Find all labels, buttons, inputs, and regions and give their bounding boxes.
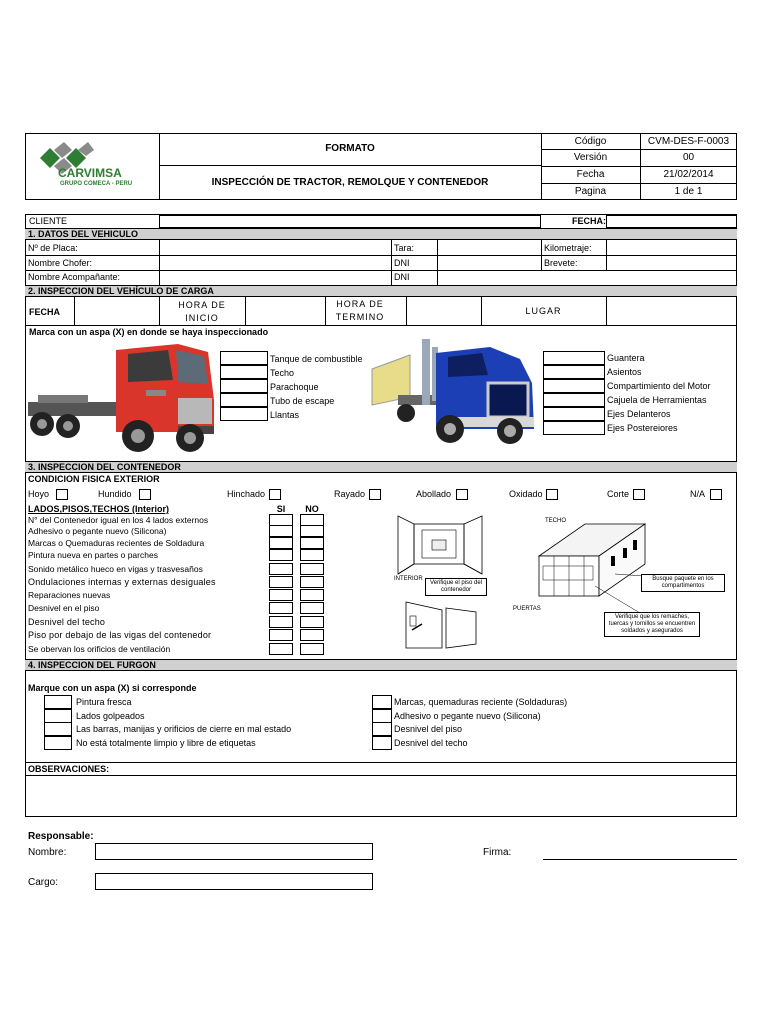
container-check-label: Marcas o Quemaduras recientes de Soldadura [28,538,205,548]
vehicle-instruction: Marca con un aspa (X) en donde se haya inspeccionado [29,327,269,337]
exterior-condition-checkbox[interactable] [139,489,151,500]
container-yes-checkbox[interactable] [269,589,293,601]
exterior-condition-checkbox[interactable] [633,489,645,500]
name-label: Nombre: [28,847,67,858]
exterior-condition-label: Rayado [334,489,366,499]
client-date-field[interactable] [606,215,737,228]
client-label: CLIENTE [29,216,68,226]
tractor-truck-image [28,340,218,458]
section-4-header: 4. INSPECCION DEL FURGON [25,659,737,671]
vehicle-left-check-label: Tanque de combustible [270,354,363,364]
search-package-note: Busque paquete en los compartimentos [641,574,725,592]
section-2-header: 2. INSPECCION DEL VEHÍCULO DE CARGA [25,285,737,297]
no-column-label: NO [305,504,319,514]
container-yes-checkbox[interactable] [269,602,293,614]
companion-label: Nombre Acompañante: [28,272,121,282]
container-yes-checkbox[interactable] [269,643,293,655]
container-no-checkbox[interactable] [300,576,324,588]
interior-label: INTERIOR [394,576,423,582]
container-yes-checkbox[interactable] [269,576,293,588]
container-yes-checkbox[interactable] [269,525,293,537]
start-time-label-2: INICIO [185,313,219,323]
van-left-label: Las barras, manijas y orificios de cierre en mal estado [76,724,292,734]
van-instruction: Marque con un aspa (X) si corresponde [28,683,197,693]
responsible-label: Responsable: [28,831,94,842]
driver-label: Nombre Chofer: [28,258,93,268]
meta-code-label: Código [574,136,607,147]
logo-subtext: GRUPO COMECA - PERU [60,181,133,187]
van-right-checkbox[interactable] [372,722,392,736]
van-left-label: Pintura fresca [76,697,132,707]
container-no-checkbox[interactable] [300,602,324,614]
start-time-label-1: HORA DE [178,300,226,310]
van-right-checkbox[interactable] [372,709,392,723]
observations-label: OBSERVACIONES: [28,764,110,774]
exterior-condition-checkbox[interactable] [269,489,281,500]
place-label: LUGAR [525,306,562,316]
vehicle-left-check-box[interactable] [220,379,268,393]
plate-label: Nº de Placa: [28,243,78,253]
companion-field[interactable] [160,271,390,284]
vehicle-right-check-label: Asientos [607,367,642,377]
client-date-label: FECHA: [572,216,606,226]
container-check-label: Piso por debajo de las vigas del contenedor [28,630,212,640]
container-check-label: Se obervan los orificios de ventilación [28,644,171,654]
exterior-condition-checkbox[interactable] [456,489,468,500]
meta-date-value: 21/02/2014 [663,169,714,180]
vehicle-right-check-label: Ejes Delanteros [607,409,671,419]
vehicle-right-check-box[interactable] [543,393,605,407]
exterior-condition-title: CONDICION FISICA EXTERIOR [28,474,160,484]
container-yes-checkbox[interactable] [269,563,293,575]
verify-rivets-note: Verifique que los remaches, tuercas y tornillos se encuentren soldados y asegurados [604,612,700,637]
client-field[interactable] [159,215,541,228]
van-right-checkbox[interactable] [372,695,392,709]
container-yes-checkbox[interactable] [269,629,293,641]
doors-label: PUERTAS [513,606,541,612]
van-left-checkbox[interactable] [44,722,72,736]
container-check-label: Sonido metálico hueco en vigas y trasvesaños [28,564,203,574]
vehicle-right-check-box[interactable] [543,365,605,379]
position-field[interactable] [95,873,373,890]
observations-field[interactable] [26,776,736,816]
container-yes-checkbox[interactable] [269,616,293,628]
container-check-label: Reparaciones nuevas [28,590,111,600]
position-label: Cargo: [28,877,59,888]
meta-version-value: 00 [682,152,695,163]
meta-version-label: Versión [573,152,608,163]
exterior-condition-checkbox[interactable] [369,489,381,500]
container-yes-checkbox[interactable] [269,537,293,549]
container-check-label: Desnivel del techo [28,617,106,627]
semi-truck-image [370,333,540,451]
van-right-label: Adhesivo o pegante nuevo (Silicona) [394,710,541,721]
container-check-label: Adhesivo o pegante nuevo (Silicona) [28,526,167,536]
exterior-condition-checkbox[interactable] [546,489,558,500]
container-interior-diagram [392,512,487,654]
meta-page-label: Pagina [574,186,607,197]
exterior-condition-label: Hoyo [28,489,50,499]
container-no-checkbox[interactable] [300,549,324,561]
vehicle-left-check-label: Tubo de escape [270,396,335,406]
vehicle-left-check-box[interactable] [220,393,268,407]
vehicle-right-check-box[interactable] [543,407,605,421]
interior-section-title: LADOS,PISOS,TECHOS (Interior) [28,504,170,514]
container-no-checkbox[interactable] [300,643,324,655]
vehicle-right-check-label: Compartimiento del Motor [607,381,711,391]
container-no-checkbox[interactable] [300,537,324,549]
container-check-label: N° del Contenedor igual en los 4 lados externos [28,515,209,525]
end-time-label-1: HORA DE [336,299,384,309]
meta-code-value: CVM-DES-F-0003 [647,136,730,147]
van-left-label: No está totalmente limpio y libre de etiquetas [76,737,256,748]
vehicle-left-check-box[interactable] [220,365,268,379]
container-check-label: Desnivel en el piso [28,603,100,613]
carvimsa-logo [36,140,156,190]
vehicle-right-check-label: Cajuela de Herramientas [607,395,707,405]
vehicle-right-check-box[interactable] [543,351,605,365]
van-right-label: Marcas, quemaduras reciente (Soldaduras) [394,697,568,707]
signature-label: Firma: [483,847,512,858]
container-check-label: Ondulaciones internas y externas desiguales [28,577,216,587]
vehicle-left-check-label: Techo [270,368,295,378]
end-time-label-2: TERMINO [335,312,385,322]
inspection-date-label: FECHA [29,307,60,317]
vehicle-left-check-label: Llantas [270,410,300,420]
document-title: INSPECCIÓN DE TRACTOR, REMOLQUE Y CONTENEDOR [211,177,489,188]
exterior-condition-label: Hinchado [227,489,266,499]
mileage-label: Kilometraje: [544,243,592,253]
exterior-condition-checkbox[interactable] [56,489,68,500]
exterior-condition-label: Oxidado [509,489,543,499]
signature-line[interactable] [543,859,737,860]
container-no-checkbox[interactable] [300,563,324,575]
meta-date-label: Fecha [576,169,605,180]
container-no-checkbox[interactable] [300,629,324,641]
van-right-checkbox[interactable] [372,736,392,750]
vehicle-right-check-label: Guantera [607,353,645,363]
exterior-condition-label: Corte [607,489,630,499]
exterior-condition-label: Abollado [416,489,452,499]
license-label: Brevete: [544,258,578,268]
section-1-header: 1. DATOS DEL VEHICULO [25,228,737,240]
section-3-header: 3. INSPECCION DEL CONTENEDOR [25,461,737,473]
yes-column-label: SI [276,504,286,514]
container-check-label: Pintura nueva en partes o parches [28,550,158,560]
tare-label: Tara: [394,243,415,253]
exterior-condition-label: Hundido [98,489,132,499]
vehicle-right-check-box[interactable] [543,379,605,393]
vehicle-right-check-box[interactable] [543,421,605,435]
exterior-condition-checkbox[interactable] [710,489,722,500]
plate-field[interactable] [160,241,390,254]
vehicle-left-check-label: Parachoque [270,382,319,392]
van-left-label: Lados golpeados [76,710,145,721]
exterior-condition-label: N/A [690,489,706,499]
dni-driver-label: DNI [394,258,410,268]
roof-label: TECHO [545,518,566,524]
van-left-checkbox[interactable] [44,695,72,709]
verify-floor-note: Verifique el piso del contenedor [425,578,487,596]
container-no-checkbox[interactable] [300,525,324,537]
van-right-label: Desnivel del techo [394,737,468,748]
vehicle-right-check-label: Ejes Postereiores [607,423,678,433]
van-right-label: Desnivel del piso [394,724,463,734]
vehicle-left-check-box[interactable] [220,407,268,421]
dni-companion-label: DNI [394,272,410,282]
driver-field[interactable] [160,256,390,269]
name-field[interactable] [95,843,373,860]
container-yes-checkbox[interactable] [269,549,293,561]
format-label: FORMATO [325,143,375,154]
vehicle-left-check-box[interactable] [220,351,268,365]
van-left-checkbox[interactable] [44,709,72,723]
logo-text: CARVIMSA [58,166,122,180]
meta-page-value: 1 de 1 [674,186,703,197]
container-no-checkbox[interactable] [300,589,324,601]
van-left-checkbox[interactable] [44,736,72,750]
container-no-checkbox[interactable] [300,616,324,628]
